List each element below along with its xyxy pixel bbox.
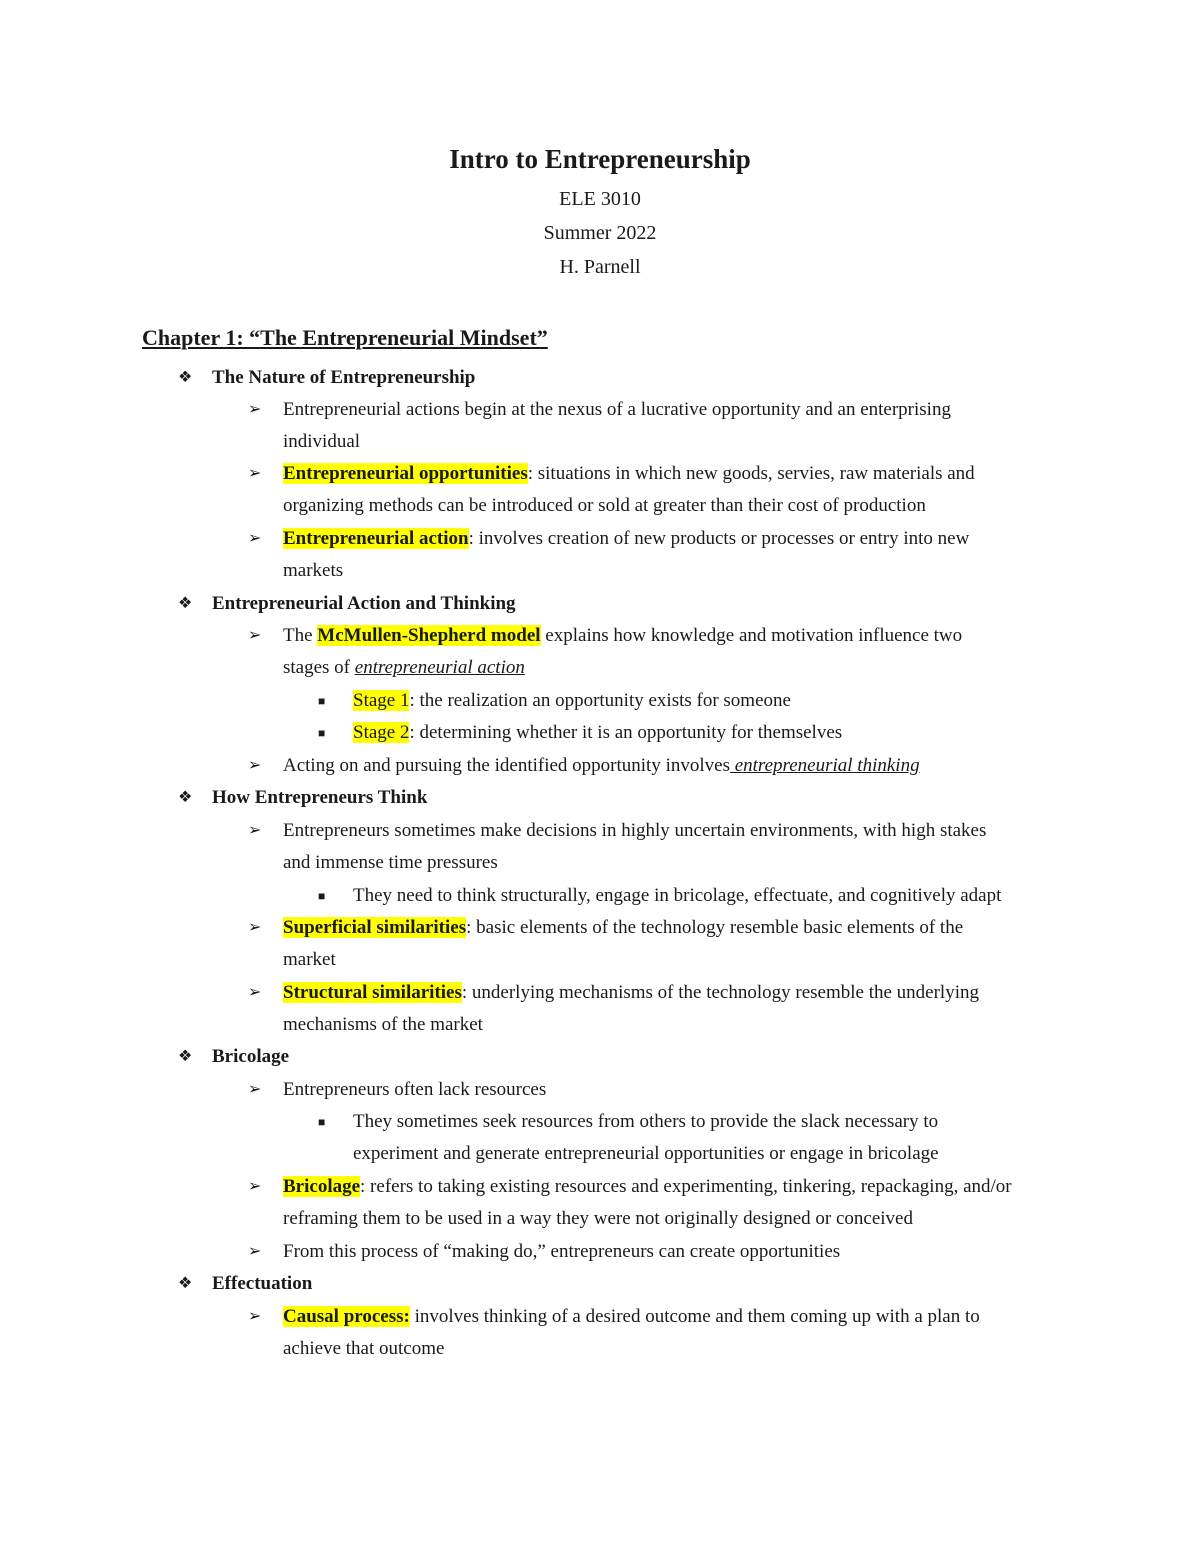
arrow-bullet-icon: ➢: [248, 627, 262, 644]
arrow-bullet-icon: ➢: [248, 1178, 262, 1195]
highlighted-term: Entrepreneurial opportunities: [283, 463, 528, 484]
bullet-text: [283, 750, 920, 782]
arrow-bullet-icon: ➢: [248, 822, 262, 839]
emphasized-term: entrepreneurial thinking: [729, 755, 920, 776]
definition-text: : underlying mechanisms of the technology resemble the underlying: [461, 982, 979, 1003]
bullet-definition: [283, 1171, 1012, 1203]
sub-bullet-continued: experiment and generate entrepreneurial opportunities or engage in bricolage: [353, 1143, 939, 1164]
emphasized-term: entrepreneurial action: [354, 657, 525, 678]
definition-text: : determining whether it is an opportunity for themselves: [409, 722, 843, 743]
highlighted-term: Stage 2: [353, 722, 410, 743]
section-heading-nature: The Nature of Entrepreneurship: [212, 367, 476, 388]
bullet-prefix: stages of: [283, 657, 355, 678]
diamond-bullet-icon: ❖: [178, 1048, 193, 1065]
definition-text: : the realization an opportunity exists for someone: [409, 690, 791, 711]
bullet-prefix: The: [283, 625, 318, 646]
highlighted-term: Superficial similarities: [283, 917, 467, 938]
diamond-bullet-icon: ❖: [178, 1275, 193, 1292]
arrow-bullet-icon: ➢: [248, 984, 262, 1001]
section-heading-effectuation: Effectuation: [212, 1273, 313, 1294]
term: Summer 2022: [543, 222, 657, 244]
bullet-text: Entrepreneurial actions begin at the nexus of a lucrative opportunity and an enterprising: [283, 399, 951, 420]
bullet-text-continued: markets: [283, 560, 344, 581]
square-bullet-icon: ■: [318, 726, 326, 740]
arrow-bullet-icon: ➢: [248, 1308, 262, 1325]
bullet-text: Entrepreneurs sometimes make decisions in highly uncertain environments, with high stakes: [283, 820, 987, 841]
section-heading-think: How Entrepreneurs Think: [212, 787, 428, 808]
arrow-bullet-icon: ➢: [248, 1243, 262, 1260]
document-title: Intro to Entrepreneurship: [449, 144, 751, 174]
definition-text: : basic elements of the technology resemble basic elements of the: [466, 917, 964, 938]
section-heading-action: Entrepreneurial Action and Thinking: [212, 593, 516, 614]
highlighted-term: Bricolage: [283, 1176, 361, 1197]
diamond-bullet-icon: ❖: [178, 369, 193, 386]
bullet-text-continued: individual: [283, 431, 361, 452]
bullet-text-continued: organizing methods can be introduced or sold at greater than their cost of production: [283, 495, 926, 516]
bullet-definition: [283, 977, 979, 1009]
highlighted-term: Stage 1: [353, 690, 410, 711]
arrow-bullet-icon: ➢: [248, 757, 262, 774]
bullet-definition: [283, 620, 962, 652]
bullet-text-continued: market: [283, 949, 336, 970]
arrow-bullet-icon: ➢: [248, 530, 262, 547]
arrow-bullet-icon: ➢: [248, 401, 262, 418]
bullet-definition: [283, 912, 963, 944]
definition-text: : situations in which new goods, servies, raw materials and: [527, 463, 975, 484]
definition-text: : refers to taking existing resources and experimenting, tinkering, repackaging, and/or: [360, 1176, 1012, 1197]
square-bullet-icon: ■: [318, 1115, 326, 1129]
bullet-definition: [283, 523, 969, 555]
bullet-text-continued: and immense time pressures: [283, 852, 498, 873]
bullet-prefix: Acting on and pursuing the identified opportunity involves: [283, 755, 730, 776]
diamond-bullet-icon: ❖: [178, 595, 193, 612]
square-bullet-icon: ■: [318, 694, 326, 708]
diamond-bullet-icon: ❖: [178, 789, 193, 806]
bullet-text-continued: mechanisms of the market: [283, 1014, 483, 1035]
bullet-definition: [283, 458, 975, 490]
instructor: H. Parnell: [559, 256, 641, 278]
arrow-bullet-icon: ➢: [248, 465, 262, 482]
bullet-text: From this process of “making do,” entrepreneurs can create opportunities: [283, 1241, 841, 1262]
bullet-text-continued: achieve that outcome: [283, 1338, 445, 1359]
chapter-heading: Chapter 1: “The Entrepreneurial Mindset”: [142, 325, 548, 350]
course-code: ELE 3010: [559, 188, 641, 210]
highlighted-term: Causal process:: [283, 1306, 410, 1327]
highlighted-term: Structural similarities: [283, 982, 462, 1003]
arrow-bullet-icon: ➢: [248, 919, 262, 936]
arrow-bullet-icon: ➢: [248, 1081, 262, 1098]
bullet-definition: [283, 1301, 980, 1333]
sub-bullet: They sometimes seek resources from others to provide the slack necessary to: [353, 1111, 939, 1132]
sub-bullet: [353, 717, 842, 749]
highlighted-term: Entrepreneurial action: [283, 528, 469, 549]
definition-text: explains how knowledge and motivation influence two: [540, 625, 963, 646]
sub-bullet: They need to think structurally, engage in bricolage, effectuate, and cognitively adapt: [353, 885, 1002, 906]
square-bullet-icon: ■: [318, 889, 326, 903]
bullet-text: Entrepreneurs often lack resources: [283, 1079, 547, 1100]
bullet-text-continued: [283, 652, 525, 684]
definition-text: : involves creation of new products or processes or entry into new: [468, 528, 970, 549]
highlighted-term: McMullen-Shepherd model: [317, 625, 541, 646]
sub-bullet: [353, 685, 791, 717]
section-heading-bricolage: Bricolage: [212, 1046, 290, 1067]
bullet-text-continued: reframing them to be used in a way they were not originally designed or conceived: [283, 1208, 913, 1229]
definition-text: involves thinking of a desired outcome and them coming up with a plan to: [409, 1306, 980, 1327]
